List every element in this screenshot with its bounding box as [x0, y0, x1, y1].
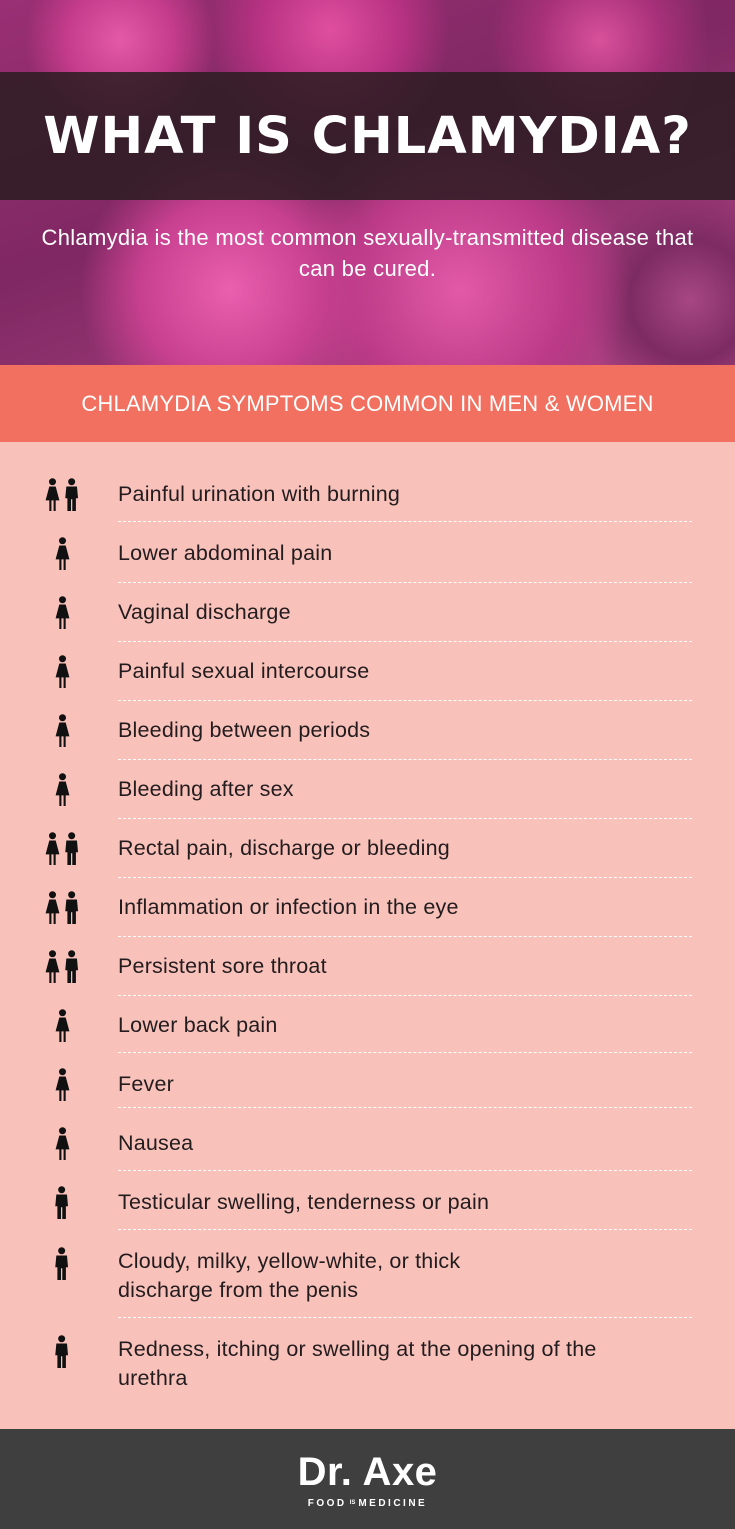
- symptom-label: Persistent sore throat: [118, 954, 327, 978]
- male-icon: [38, 1247, 86, 1281]
- symptom-label: Vaginal discharge: [118, 600, 291, 624]
- divider: [118, 759, 692, 760]
- symptom-label: Bleeding after sex: [118, 777, 294, 801]
- symptom-label: Lower back pain: [118, 1013, 278, 1037]
- tagline-food: FOOD: [307, 1497, 347, 1509]
- symptom-label: Bleeding between periods: [118, 718, 371, 742]
- divider: [118, 1052, 692, 1053]
- symptom-row: [0, 893, 735, 923]
- symptoms-header-label: CHLAMYDIA SYMPTOMS COMMON IN MEN & WOMEN: [81, 390, 654, 416]
- female-icon: [38, 596, 86, 630]
- tagline-medicine: MEDICINE: [358, 1497, 428, 1509]
- symptom-row: [0, 1070, 735, 1100]
- female-icon: [38, 1009, 86, 1043]
- divider: [118, 995, 692, 996]
- female-icon: [38, 655, 86, 689]
- title-band: [0, 72, 735, 200]
- divider: [118, 521, 692, 522]
- symptom-label: Redness, itching or swelling at the opening of the urethra: [118, 1337, 597, 1390]
- symptom-label: Lower abdominal pain: [118, 541, 333, 565]
- page-title: WHAT IS CHLAMYDIA?: [43, 106, 692, 166]
- female-icon: [38, 537, 86, 571]
- symptom-row: [0, 834, 735, 864]
- brand-logo: Dr. Axe: [297, 1449, 438, 1494]
- symptom-label: Rectal pain, discharge or bleeding: [118, 836, 450, 860]
- symptom-label: Painful sexual intercourse: [118, 659, 370, 683]
- male-icon: [38, 1335, 86, 1369]
- symptom-label: Painful urination with burning: [118, 482, 401, 506]
- divider: [118, 700, 692, 701]
- male-icon: [38, 1186, 86, 1220]
- divider: [118, 936, 692, 937]
- female-icon: [38, 1127, 86, 1161]
- symptom-label: Cloudy, milky, yellow-white, or thick discharge from the penis: [118, 1249, 461, 1302]
- tagline-is: IS: [349, 1499, 356, 1506]
- hero-banner: [0, 0, 735, 365]
- symptom-label: Nausea: [118, 1131, 194, 1155]
- divider: [118, 877, 692, 878]
- symptom-row: [0, 1247, 735, 1307]
- symptom-row: [0, 1011, 735, 1041]
- divider: [118, 818, 692, 819]
- symptom-label: Testicular swelling, tenderness or pain: [118, 1190, 490, 1214]
- female-icon: [38, 1068, 86, 1102]
- female-icon: [38, 773, 86, 807]
- divider: [118, 641, 692, 642]
- symptoms-header: [0, 365, 735, 442]
- symptom-row: [0, 657, 735, 687]
- divider: [118, 582, 692, 583]
- symptom-row: [0, 716, 735, 746]
- symptom-row: [0, 1129, 735, 1159]
- symptom-list: [0, 442, 735, 1429]
- divider: [118, 1107, 692, 1108]
- divider: [118, 1229, 692, 1230]
- brand-tagline: [308, 1498, 427, 1509]
- symptom-row: [0, 480, 735, 510]
- divider: [118, 1317, 692, 1318]
- symptom-label: Fever: [118, 1072, 174, 1096]
- female-icon: [38, 714, 86, 748]
- symptom-row: [0, 1335, 735, 1395]
- symptom-label: Inflammation or infection in the eye: [118, 895, 459, 919]
- symptom-row: [0, 598, 735, 628]
- symptom-row: [0, 539, 735, 569]
- female-male-icon: [38, 891, 86, 925]
- symptom-row: [0, 1188, 735, 1218]
- female-male-icon: [38, 478, 86, 512]
- divider: [118, 1170, 692, 1171]
- female-male-icon: [38, 832, 86, 866]
- female-male-icon: [38, 950, 86, 984]
- hero-subtitle: Chlamydia is the most common sexually-transmitted disease that can be cured.: [41, 225, 694, 281]
- footer: [0, 1429, 735, 1529]
- symptom-row: [0, 775, 735, 805]
- symptom-row: [0, 952, 735, 982]
